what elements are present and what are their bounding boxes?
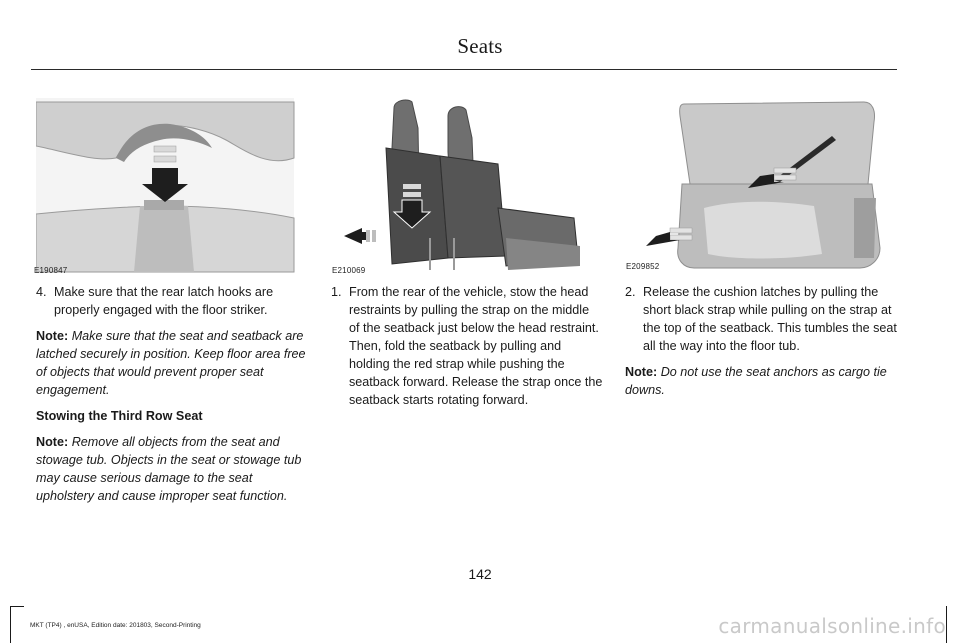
note-label: Note:	[36, 435, 69, 449]
edition-footer: MKT (TP4) , enUSA, Edition date: 201803, Second-Printing	[30, 622, 201, 629]
crop-mark	[10, 606, 24, 607]
note-label: Note:	[625, 365, 658, 379]
step-number: 1.	[331, 285, 342, 299]
watermark: carmanualsonline.info	[718, 614, 946, 638]
note-label: Note:	[36, 329, 69, 343]
step-number: 4.	[36, 285, 47, 299]
step-text: From the rear of the vehicle, stow the head restraints by pulling the strap on the middle of the seatback just below the head restraint. Then, fold the seatback by pulling and holding the red strap while pushing the seatback forward. Release the strap once the seatback starts rotating forward.	[349, 285, 603, 407]
step-4	[36, 283, 308, 319]
figure-id: E210069	[332, 266, 366, 275]
latch-hook-illustration-icon	[36, 88, 296, 274]
note-seat-latched	[36, 327, 308, 399]
note-text: Make sure that the seat and seatback are latched securely in position. Keep floor area free of objects that would prevent proper seat engagement.	[36, 329, 306, 397]
crop-mark	[946, 606, 947, 643]
figure-id: E209852	[626, 262, 660, 271]
note-remove-objects	[36, 433, 308, 505]
cushion-latch-illustration-icon	[624, 88, 894, 274]
step-text: Make sure that the rear latch hooks are properly engaged with the floor striker.	[54, 285, 274, 317]
step-text: Release the cushion latches by pulling the short black strap while pulling on the strap at the top of the seatback. This tumbles the seat all the way into the floor tub.	[643, 285, 897, 353]
seatback-fold-illustration-icon	[330, 88, 590, 274]
figure-id: E190847	[34, 266, 68, 275]
column-1	[36, 283, 308, 513]
note-seat-anchors	[625, 363, 897, 399]
header-rule	[31, 69, 897, 70]
step-2	[625, 283, 897, 355]
note-text: Remove all objects from the seat and stowage tub. Objects in the seat or stowage tub may cause serious damage to the seat upholstery and cause improper seat function.	[36, 435, 302, 503]
figure-latch-hook	[36, 88, 296, 274]
section-heading: Stowing the Third Row Seat	[36, 409, 203, 423]
page-number: 142	[468, 566, 492, 582]
page-title: Seats	[457, 34, 503, 58]
figure-seatback-fold	[330, 88, 590, 274]
crop-mark	[10, 606, 11, 643]
column-3	[625, 283, 897, 407]
note-text: Do not use the seat anchors as cargo tie downs.	[625, 365, 887, 397]
step-1	[331, 283, 603, 409]
column-2	[331, 283, 603, 417]
step-number: 2.	[625, 285, 636, 299]
figure-cushion-latch	[624, 88, 894, 274]
